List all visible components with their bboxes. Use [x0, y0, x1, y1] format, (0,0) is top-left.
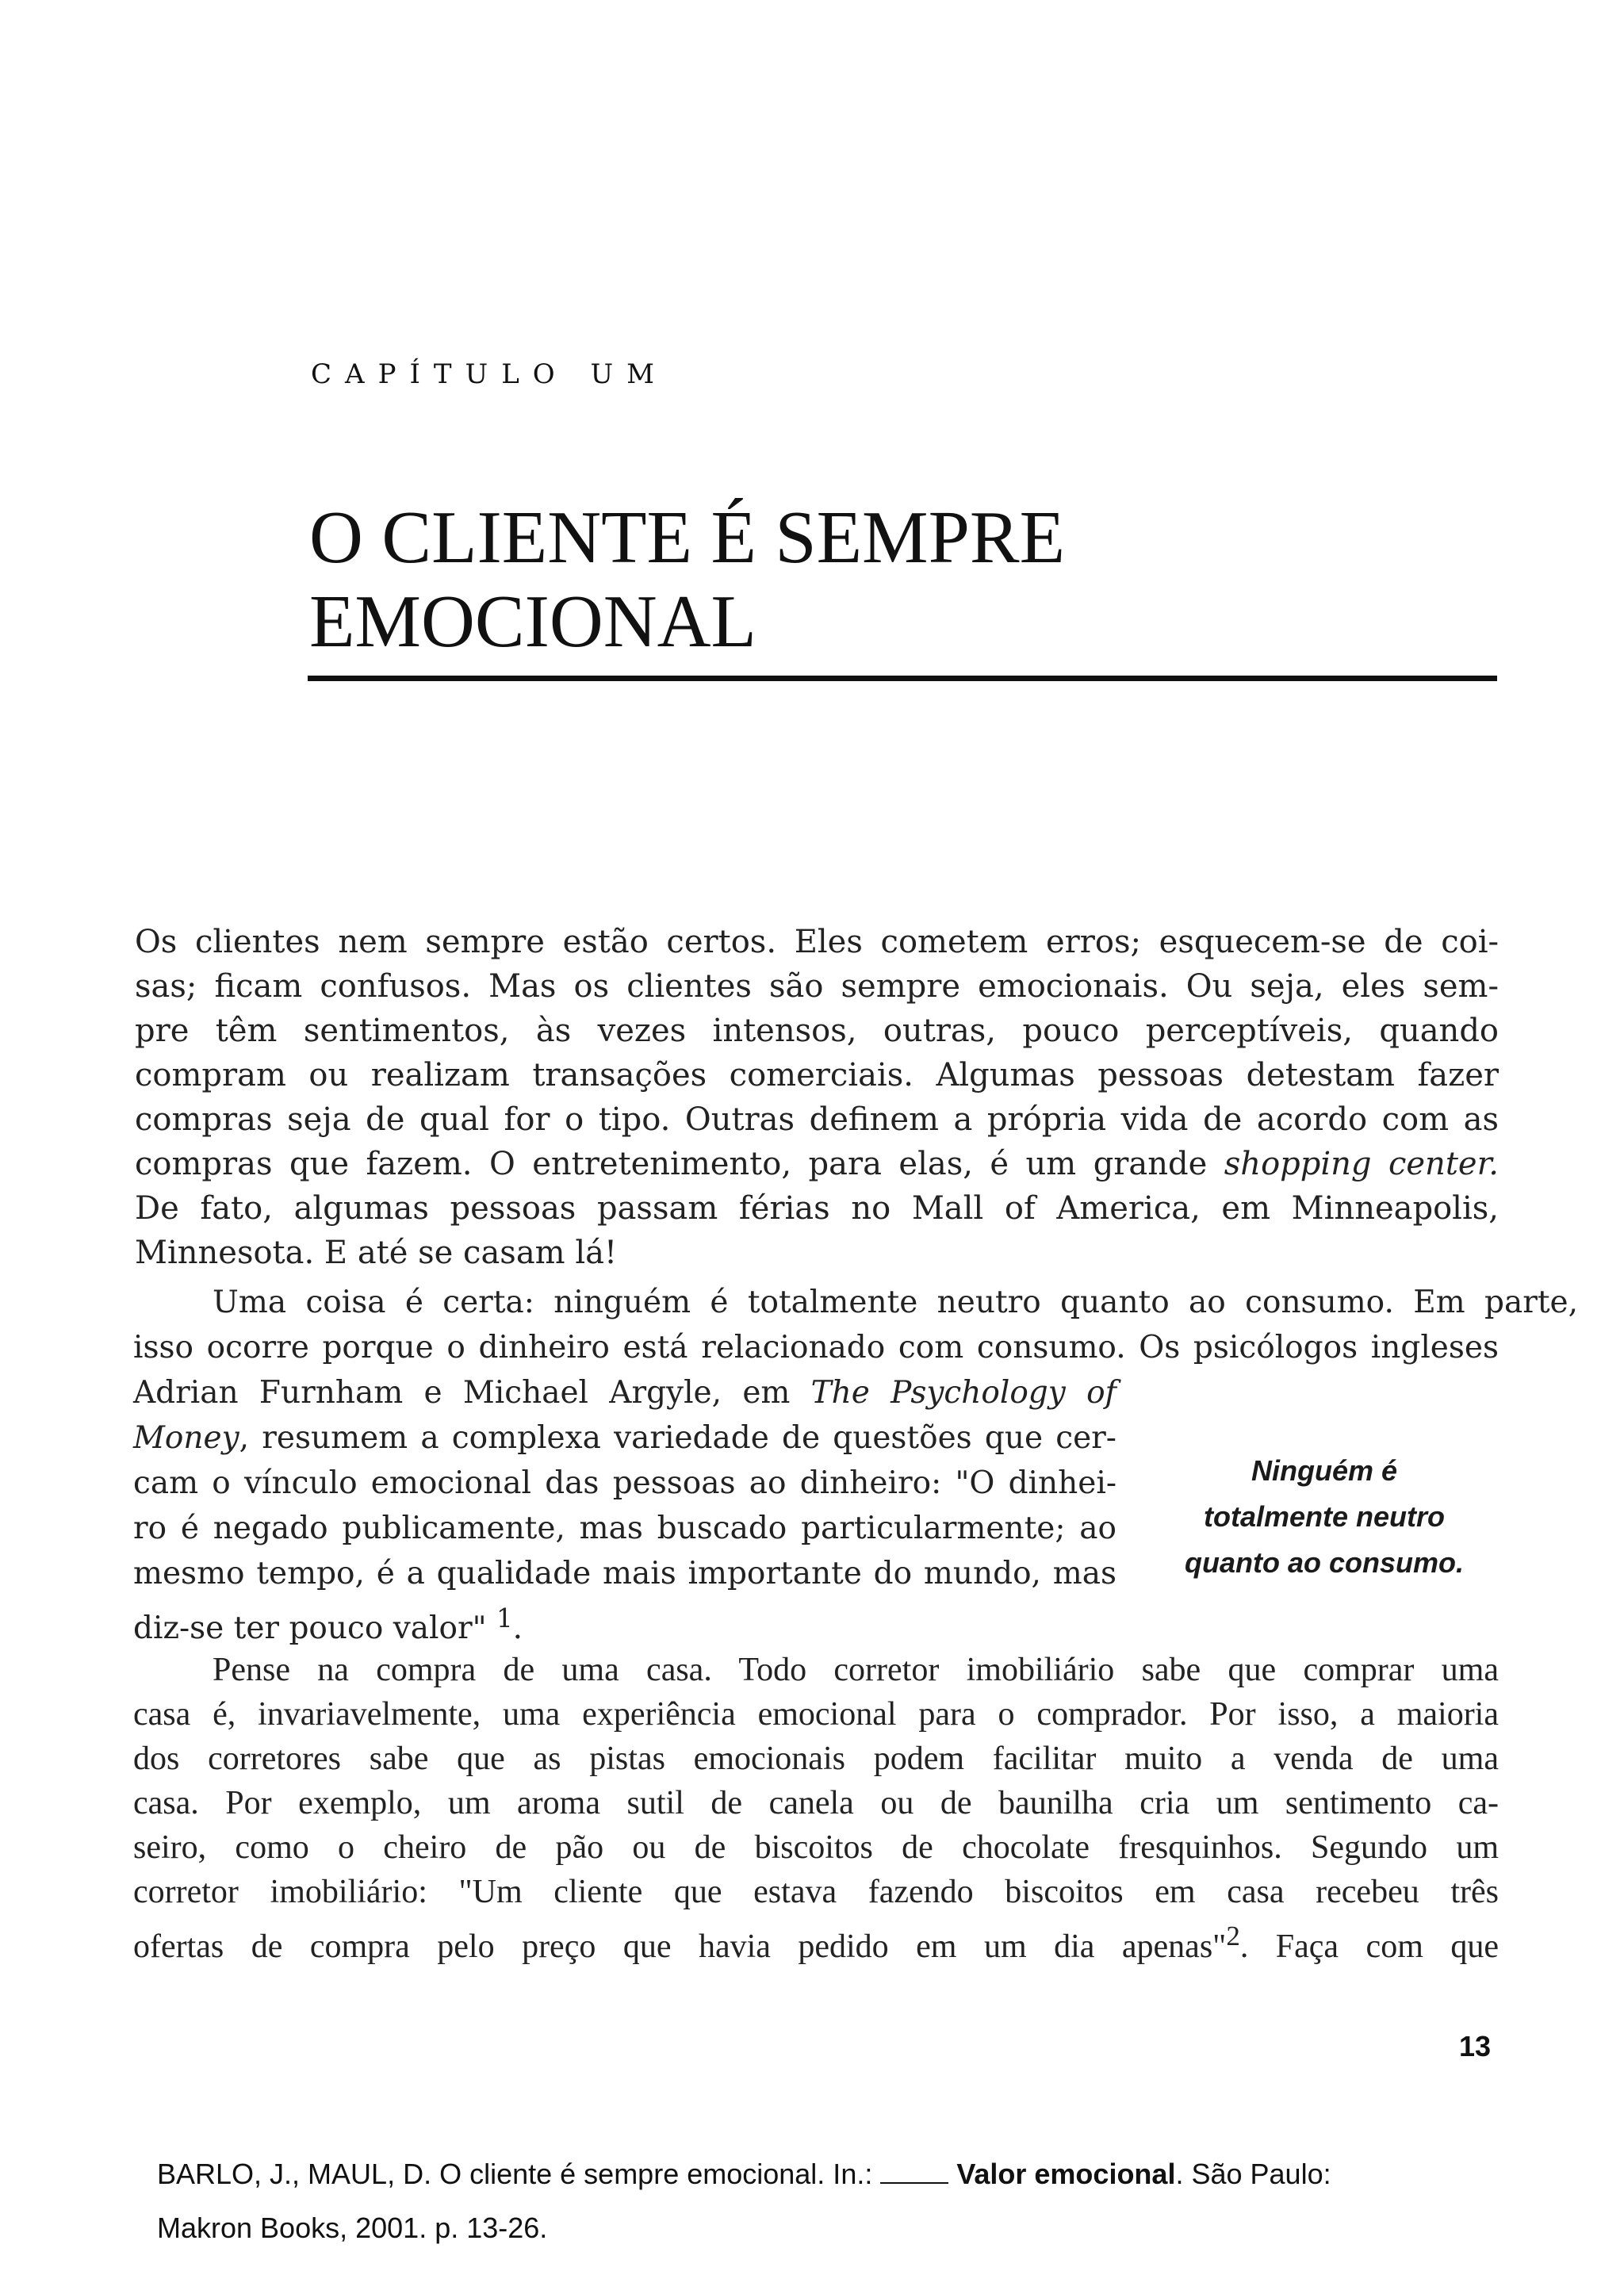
text-line: casa é, invariavelmente, uma experiência emocional para o comprador. Por isso, a maioria [133, 1696, 1499, 1733]
text-line: Minnesota. E até se casam lá! [135, 1235, 618, 1271]
text-segment: . Faça com que [1239, 1928, 1499, 1965]
book-title: Money [133, 1420, 239, 1456]
page-number: 13 [1459, 2030, 1492, 2062]
text-line [133, 1914, 1499, 1969]
text-line: casa. Por exemplo, um aroma sutil de canela ou de baunilha cria um sentimento ca- [133, 1785, 1499, 1821]
text-line: compras seja de qual for o tipo. Outras definem a própria vida de acordo com as [135, 1101, 1499, 1138]
paragraph-3 [133, 1648, 1499, 1969]
italic-term: shopping center. [1224, 1146, 1500, 1182]
chapter-title-line-2: EMOCIONAL [309, 580, 756, 663]
paragraph-1 [135, 920, 1499, 1275]
text-line: compram ou realizam transações comerciais. Algumas pessoas detestam fazer [135, 1057, 1499, 1093]
text-line: isso ocorre porque o dinheiro está relacionado com consumo. Os psicólogos ingleses [133, 1330, 1499, 1365]
text-line [133, 1596, 1499, 1651]
text-line: mesmo tempo, é a qualidade mais importante do mundo, mas [133, 1556, 1116, 1591]
text-segment: ofertas de compra pelo preço que havia pedido em um dia apenas" [133, 1928, 1227, 1965]
text-line: De fato, algumas pessoas passam férias no Mall of America, em Minneapolis, [135, 1190, 1499, 1227]
text-line: Os clientes nem sempre estão certos. Eles cometem erros; esquecem-se de coi- [135, 924, 1499, 960]
reference-text: Makron Books, 2001. p. 13-26. [157, 2212, 548, 2244]
pull-quote [1166, 1448, 1483, 1586]
text-segment: compras que fazem. O entretenimento, para elas, é um grande [135, 1146, 1224, 1182]
pull-quote-line: Ninguém é [1251, 1454, 1398, 1487]
text-line: seiro, como o cheiro de pão ou de biscoitos de chocolate fresquinhos. Segundo um [133, 1829, 1499, 1866]
text-segment: , resumem a complexa variedade de questões que cer- [239, 1420, 1116, 1456]
chapter-title [309, 496, 1499, 664]
text-line: pre têm sentimentos, às vezes intensos, outras, pouco perceptíveis, quando [135, 1013, 1499, 1049]
pull-quote-line: totalmente neutro [1203, 1500, 1445, 1533]
text-line: sas; ficam confusos. Mas os clientes são sempre emocionais. Ou seja, eles sem- [135, 968, 1499, 1005]
text-line [133, 1415, 1116, 1461]
bibliographic-reference [157, 2147, 1521, 2255]
reference-blank [880, 2160, 948, 2184]
text-line: cam o vínculo emocional das pessoas ao dinheiro: "O dinhei- [133, 1465, 1116, 1501]
footnote-marker: 2 [1226, 1921, 1240, 1951]
text-line: Uma coisa é certa: ninguém é totalmente neutro quanto ao consumo. Em parte, [213, 1285, 1578, 1320]
pull-quote-line: quanto ao consumo. [1184, 1546, 1464, 1579]
chapter-label: CAPÍTULO UM [311, 358, 668, 390]
reference-book-title: Valor emocional [956, 2158, 1176, 2190]
text-segment: diz-se ter pouco valor" [133, 1610, 487, 1646]
text-line [133, 1370, 1116, 1415]
text-line: Pense na compra de uma casa. Todo corretor imobiliário sabe que comprar uma [213, 1652, 1499, 1688]
reference-text: BARLO, J., MAUL, D. O cliente é sempre emocional. In.: [157, 2158, 873, 2190]
text-line: ro é negado publicamente, mas buscado particularmente; ao [133, 1511, 1116, 1546]
footnote-marker: 1 [496, 1603, 513, 1633]
text-segment: Adrian Furnham e Michael Argyle, em [133, 1375, 811, 1411]
book-title: The Psychology of [810, 1375, 1116, 1411]
text-line: dos corretores sabe que as pistas emocionais podem facilitar muito a venda de uma [133, 1741, 1499, 1777]
text-line [135, 1142, 1499, 1186]
title-divider [308, 676, 1497, 681]
reference-text: . São Paulo: [1175, 2158, 1331, 2190]
text-segment: . [512, 1610, 523, 1646]
chapter-title-line-1: O CLIENTE É SEMPRE [309, 496, 1066, 579]
text-line: corretor imobiliário: "Um cliente que estava fazendo biscoitos em casa recebeu três [133, 1874, 1499, 1910]
